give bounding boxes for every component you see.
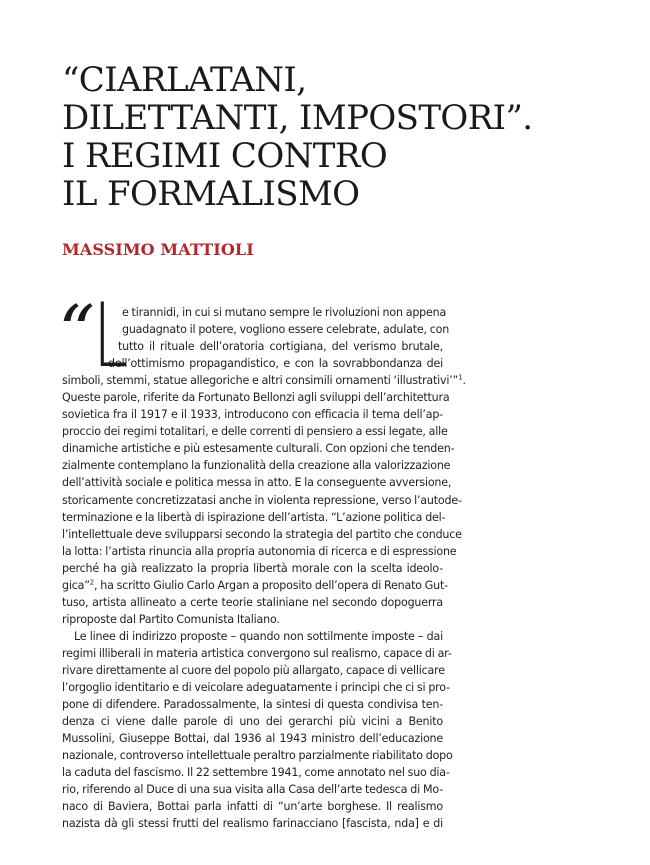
body-line: perché ha già realizzato la propria libertà morale con la scelta ideolo-: [62, 561, 443, 575]
body-line: e tirannidi, in cui si mutano sempre le rivoluzioni non appena: [122, 306, 447, 319]
title-line: IL FORMALISMO: [62, 174, 360, 214]
body-line: tuso, artista allineato a certe teorie staliniane nel secondo dopoguerra: [62, 595, 443, 609]
body-line: la caduta del fascismo. Il 22 settembre 1941, come annotato nel suo dia-: [62, 766, 450, 780]
body-line: Queste parole, riferite da Fortunato Bellonzi agli sviluppi dell’architettura: [62, 391, 450, 405]
body-line: zialmente contemplano la funzionalità della creazione alla valorizzazione: [62, 459, 451, 473]
title-line: DILETTANTI, IMPOSTORI”.: [62, 98, 533, 138]
body-line: nazista dà gli stessi frutti del realismo farinacciano [fascista, nda] e di: [62, 817, 443, 831]
body-line: rio, riferendo al Duce di una sua visita alla Casa dell’arte tedesca di Mo-: [62, 783, 443, 797]
body-line: rivare direttamente al cuore del popolo più allargato, capace di vellicare: [62, 663, 445, 677]
body-line: Mussolini, Giuseppe Bottai, dal 1936 al 1943 ministro dell’educazione: [62, 732, 443, 746]
body-line: [62, 577, 448, 594]
body-line: la lotta: l’artista rinuncia alla propria autonomia di ricerca e di espressione: [62, 544, 457, 558]
author-name: MASSIMO MATTIOLI: [62, 240, 254, 259]
body-line: Le linee di indirizzo proposte – quando non sottilmente imposte – dai: [74, 629, 443, 643]
body-line: l’intellettuale deve svilupparsi secondo la strategia del partito che conduce: [62, 527, 462, 541]
body-line: terminazione e la libertà di ispirazione dell’artista. “L’azione politica del-: [62, 510, 446, 524]
footnote-ref: 1: [458, 373, 463, 382]
body-line: dell’ottimismo propagandistico, e con la sovrabbondanza dei: [108, 357, 443, 371]
body-line: proccio dei regimi totalitari, e delle correnti di pensiero a essi legate, alle: [62, 425, 448, 439]
body-line: simboli, stemmi, statue allegoriche e altri consimili ornamenti ‘illustrativi’”$^1$.: [62, 373, 466, 388]
body-line: pone di difendere. Paradossalmente, la sintesi di questa condivisa ten-: [62, 698, 443, 712]
body-line: denza ci viene dalle parole di uno dei gerarchi più vicini a Benito: [62, 715, 443, 729]
footnote-ref: 2: [89, 578, 95, 587]
body-line-text: gica”: [62, 578, 90, 592]
body-line: l’orgoglio identitario e di veicolare adeguatamente i principi che ci si pro-: [62, 681, 450, 695]
body-line-text: , ha scritto Giulio Carlo Argan a proposito dell’opera di Renato Gut-: [94, 578, 448, 592]
body-line: storicamente concretizzatasi anche in violenta repressione, verso l’autode-: [62, 493, 462, 507]
body-line: tutto il rituale dell’oratoria cortigiana, del verismo brutale,: [118, 340, 443, 354]
body-line: nazionale, controverso intellettuale peraltro parzialmente riabilitato dopo: [62, 749, 453, 763]
body-line: naco di Baviera, Bottai parla infatti di “un’arte borghese. Il realismo: [62, 800, 443, 814]
body-line: sovietica fra il 1917 e il 1933, introducono con efficacia il tema dell’ap-: [62, 408, 443, 422]
title-line: I REGIMI CONTRO: [62, 136, 388, 176]
title-line: “CIARLATANI,: [62, 60, 307, 100]
article-title: [62, 61, 532, 213]
body-line: dinamiche artistiche e più estesamente culturali. Con opzioni che tenden-: [62, 442, 455, 456]
article-body: [62, 304, 466, 832]
body-line-text: simboli, stemmi, statue allegoriche e altri consimili ornamenti ‘illustrativi’”: [62, 374, 459, 388]
body-line: regimi illiberali in materia artistica convergono sul realismo, capace di ar-: [62, 646, 452, 660]
opening-quote-mark: “: [58, 290, 95, 374]
body-line: riproposte dal Partito Comunista Italiano.: [62, 612, 280, 626]
drop-cap: L: [93, 284, 129, 387]
body-line: dell’attività sociale e politica messa in atto. E la conseguente avversione,: [62, 476, 452, 490]
body-line: guadagnato il potere, vogliono essere celebrate, adulate, con: [122, 323, 450, 337]
